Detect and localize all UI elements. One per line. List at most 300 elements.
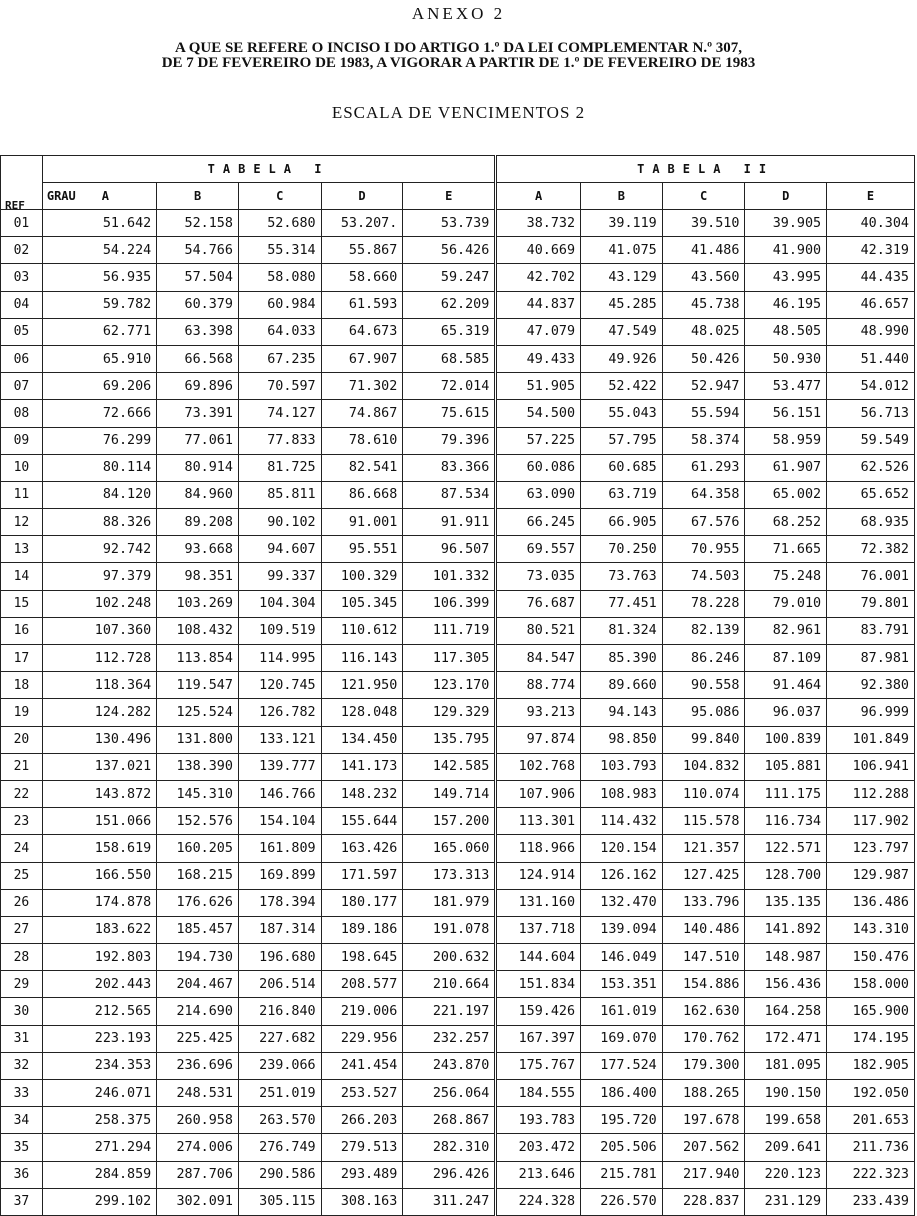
value-cell-t1-b: 80.914 [157,454,239,481]
value-cell-t1-d: 71.302 [321,373,403,400]
value-cell-t2-e: 62.526 [827,454,915,481]
value-cell-t2-b: 146.049 [581,944,663,971]
value-cell-t1-b: 274.006 [157,1134,239,1161]
value-cell-t1-a: 151.066 [42,808,156,835]
value-cell-t2-c: 39.510 [662,210,745,237]
value-cell-t2-d: 71.665 [745,536,827,563]
value-cell-t1-a: 54.224 [42,237,156,264]
value-cell-t2-b: 205.506 [581,1134,663,1161]
ref-cell: 04 [1,291,43,318]
value-cell-t1-b: 204.467 [157,971,239,998]
value-cell-t1-b: 138.390 [157,753,239,780]
value-cell-t2-e: 165.900 [827,998,915,1025]
table-row [1,400,915,427]
value-cell-t2-a: 66.245 [496,509,581,536]
value-cell-t1-a: 158.619 [42,835,156,862]
value-cell-t2-b: 94.143 [581,699,663,726]
value-cell-t1-b: 63.398 [157,318,239,345]
table-column-header-row [1,183,915,210]
value-cell-t2-a: 44.837 [496,291,581,318]
value-cell-t2-e: 101.849 [827,726,915,753]
value-cell-t2-b: 89.660 [581,672,663,699]
value-cell-t2-b: 52.422 [581,373,663,400]
value-cell-t1-d: 53.207. [321,210,403,237]
value-cell-t1-d: 219.006 [321,998,403,1025]
value-cell-t1-b: 176.626 [157,889,239,916]
value-cell-t2-c: 48.025 [662,318,745,345]
value-cell-t2-e: 96.999 [827,699,915,726]
value-cell-t1-d: 279.513 [321,1134,403,1161]
value-cell-t1-b: 225.425 [157,1025,239,1052]
value-cell-t1-b: 52.158 [157,210,239,237]
value-cell-t1-a: 192.803 [42,944,156,971]
value-cell-t2-e: 192.050 [827,1080,915,1107]
ref-cell: 29 [1,971,43,998]
value-cell-t2-b: 70.250 [581,536,663,563]
value-cell-t1-d: 171.597 [321,862,403,889]
value-cell-t1-c: 187.314 [238,916,321,943]
value-cell-t1-d: 293.489 [321,1161,403,1188]
value-cell-t2-a: 167.397 [496,1025,581,1052]
value-cell-t1-e: 56.426 [403,237,496,264]
table-row [1,563,915,590]
salary-scale-table-container [0,155,915,1216]
value-cell-t2-c: 170.762 [662,1025,745,1052]
value-cell-t2-c: 154.886 [662,971,745,998]
column-header-t1-a [42,183,156,210]
value-cell-t2-c: 52.947 [662,373,745,400]
value-cell-t2-a: 57.225 [496,427,581,454]
value-cell-t1-c: 60.984 [238,291,321,318]
value-cell-t1-e: 79.396 [403,427,496,454]
value-cell-t1-d: 58.660 [321,264,403,291]
value-cell-t1-c: 239.066 [238,1052,321,1079]
table-row [1,427,915,454]
value-cell-t2-d: 181.095 [745,1052,827,1079]
value-cell-t1-c: 161.809 [238,835,321,862]
value-cell-t2-d: 164.258 [745,998,827,1025]
value-cell-t1-b: 145.310 [157,780,239,807]
value-cell-t1-d: 189.186 [321,916,403,943]
value-cell-t2-c: 74.503 [662,563,745,590]
value-cell-t1-c: 94.607 [238,536,321,563]
value-cell-t1-a: 56.935 [42,264,156,291]
value-cell-t2-b: 186.400 [581,1080,663,1107]
value-cell-t2-e: 79.801 [827,590,915,617]
value-cell-t2-b: 139.094 [581,916,663,943]
table-row [1,916,915,943]
table-row [1,1080,915,1107]
value-cell-t1-b: 260.958 [157,1107,239,1134]
value-cell-t2-a: 137.718 [496,916,581,943]
value-cell-t2-d: 96.037 [745,699,827,726]
ref-cell: 27 [1,916,43,943]
table-row [1,237,915,264]
value-cell-t2-c: 104.832 [662,753,745,780]
value-cell-t1-e: 72.014 [403,373,496,400]
table-row [1,590,915,617]
value-cell-t1-b: 113.854 [157,645,239,672]
value-cell-t1-b: 108.432 [157,617,239,644]
ref-cell: 23 [1,808,43,835]
value-cell-t1-a: 69.206 [42,373,156,400]
value-cell-t2-d: 231.129 [745,1188,827,1215]
value-cell-t2-d: 53.477 [745,373,827,400]
value-cell-t2-d: 39.905 [745,210,827,237]
value-cell-t1-d: 208.577 [321,971,403,998]
value-cell-t2-e: 42.319 [827,237,915,264]
value-cell-t1-c: 99.337 [238,563,321,590]
value-cell-t1-b: 89.208 [157,509,239,536]
value-cell-t2-b: 195.720 [581,1107,663,1134]
value-cell-t2-a: 88.774 [496,672,581,699]
value-cell-t1-e: 129.329 [403,699,496,726]
value-cell-t1-c: 251.019 [238,1080,321,1107]
value-cell-t1-c: 109.519 [238,617,321,644]
value-cell-t2-c: 70.955 [662,536,745,563]
value-cell-t2-e: 158.000 [827,971,915,998]
value-cell-t2-b: 126.162 [581,862,663,889]
value-cell-t2-d: 68.252 [745,509,827,536]
value-cell-t2-a: 84.547 [496,645,581,672]
value-cell-t2-b: 132.470 [581,889,663,916]
ref-cell: 15 [1,590,43,617]
table-row [1,264,915,291]
value-cell-t2-c: 58.374 [662,427,745,454]
value-cell-t2-d: 82.961 [745,617,827,644]
value-cell-t2-c: 162.630 [662,998,745,1025]
value-cell-t1-e: 311.247 [403,1188,496,1215]
table-row [1,318,915,345]
value-cell-t1-a: 112.728 [42,645,156,672]
value-cell-t1-b: 66.568 [157,345,239,372]
value-cell-t2-b: 161.019 [581,998,663,1025]
value-cell-t1-c: 133.121 [238,726,321,753]
value-cell-t1-a: 118.364 [42,672,156,699]
value-cell-t2-d: 48.505 [745,318,827,345]
value-cell-t2-e: 233.439 [827,1188,915,1215]
value-cell-t2-a: 118.966 [496,835,581,862]
table-row [1,509,915,536]
ref-cell: 17 [1,645,43,672]
value-cell-t1-d: 82.541 [321,454,403,481]
table-row [1,862,915,889]
value-cell-t2-a: 144.604 [496,944,581,971]
value-cell-t1-d: 128.048 [321,699,403,726]
value-cell-t1-b: 57.504 [157,264,239,291]
value-cell-t1-e: 101.332 [403,563,496,590]
value-cell-t1-a: 137.021 [42,753,156,780]
value-cell-t1-e: 191.078 [403,916,496,943]
value-cell-t1-e: 117.305 [403,645,496,672]
column-header-t2-b: B [581,183,663,210]
value-cell-t2-d: 116.734 [745,808,827,835]
value-cell-t2-a: 38.732 [496,210,581,237]
table-row [1,835,915,862]
value-cell-t1-b: 77.061 [157,427,239,454]
value-cell-t2-e: 106.941 [827,753,915,780]
value-cell-t1-d: 64.673 [321,318,403,345]
value-cell-t1-e: 123.170 [403,672,496,699]
value-cell-t2-c: 179.300 [662,1052,745,1079]
value-cell-t1-e: 165.060 [403,835,496,862]
value-cell-t1-d: 78.610 [321,427,403,454]
value-cell-t2-a: 151.834 [496,971,581,998]
value-cell-t2-a: 76.687 [496,590,581,617]
value-cell-t1-d: 155.644 [321,808,403,835]
value-cell-t1-d: 86.668 [321,481,403,508]
ref-cell: 14 [1,563,43,590]
value-cell-t2-c: 207.562 [662,1134,745,1161]
value-cell-t2-c: 45.738 [662,291,745,318]
value-cell-t2-a: 47.079 [496,318,581,345]
value-cell-t1-b: 98.351 [157,563,239,590]
value-cell-t2-e: 143.310 [827,916,915,943]
value-cell-t1-c: 58.080 [238,264,321,291]
value-cell-t1-b: 185.457 [157,916,239,943]
ref-cell: 08 [1,400,43,427]
value-cell-t1-e: 135.795 [403,726,496,753]
value-cell-t1-a: 65.910 [42,345,156,372]
column-letter: A [101,189,109,203]
value-cell-t2-b: 114.432 [581,808,663,835]
value-cell-t2-c: 78.228 [662,590,745,617]
value-cell-t2-b: 81.324 [581,617,663,644]
value-cell-t1-d: 74.867 [321,400,403,427]
value-cell-t2-e: 112.288 [827,780,915,807]
value-cell-t2-e: 83.791 [827,617,915,644]
value-cell-t1-b: 93.668 [157,536,239,563]
value-cell-t1-a: 72.666 [42,400,156,427]
value-cell-t1-e: 59.247 [403,264,496,291]
value-cell-t1-c: 85.811 [238,481,321,508]
value-cell-t2-c: 197.678 [662,1107,745,1134]
value-cell-t2-e: 201.653 [827,1107,915,1134]
value-cell-t2-d: 75.248 [745,563,827,590]
value-cell-t2-a: 113.301 [496,808,581,835]
value-cell-t2-e: 56.713 [827,400,915,427]
table-row [1,944,915,971]
column-header-t2-a: A [496,183,581,210]
value-cell-t2-a: 224.328 [496,1188,581,1215]
value-cell-t1-d: 100.329 [321,563,403,590]
value-cell-t1-c: 74.127 [238,400,321,427]
value-cell-t1-a: 80.114 [42,454,156,481]
value-cell-t1-a: 51.642 [42,210,156,237]
value-cell-t1-c: 196.680 [238,944,321,971]
value-cell-t2-e: 174.195 [827,1025,915,1052]
value-cell-t2-b: 41.075 [581,237,663,264]
value-cell-t2-e: 129.987 [827,862,915,889]
value-cell-t1-b: 69.896 [157,373,239,400]
ref-cell: 10 [1,454,43,481]
ref-cell: 19 [1,699,43,726]
value-cell-t2-b: 215.781 [581,1161,663,1188]
value-cell-t2-b: 120.154 [581,835,663,862]
value-cell-t1-b: 152.576 [157,808,239,835]
value-cell-t1-d: 241.454 [321,1052,403,1079]
table-row [1,998,915,1025]
value-cell-t1-c: 206.514 [238,971,321,998]
value-cell-t2-d: 56.151 [745,400,827,427]
value-cell-t1-a: 97.379 [42,563,156,590]
value-cell-t1-c: 276.749 [238,1134,321,1161]
value-cell-t2-b: 55.043 [581,400,663,427]
value-cell-t2-b: 47.549 [581,318,663,345]
table-row [1,1161,915,1188]
value-cell-t2-c: 140.486 [662,916,745,943]
value-cell-t2-e: 76.001 [827,563,915,590]
ref-cell: 34 [1,1107,43,1134]
value-cell-t1-b: 287.706 [157,1161,239,1188]
table-row [1,699,915,726]
table-row [1,889,915,916]
value-cell-t1-d: 61.593 [321,291,403,318]
value-cell-t2-d: 156.436 [745,971,827,998]
tabela-1-header: TABELA I [42,156,495,183]
value-cell-t2-d: 122.571 [745,835,827,862]
value-cell-t2-b: 43.129 [581,264,663,291]
value-cell-t2-b: 73.763 [581,563,663,590]
value-cell-t1-a: 62.771 [42,318,156,345]
ref-cell: 13 [1,536,43,563]
value-cell-t1-a: 130.496 [42,726,156,753]
value-cell-t1-c: 52.680 [238,210,321,237]
value-cell-t1-d: 308.163 [321,1188,403,1215]
column-header-t2-c: C [662,183,745,210]
value-cell-t1-a: 59.782 [42,291,156,318]
value-cell-t2-c: 86.246 [662,645,745,672]
value-cell-t2-e: 72.382 [827,536,915,563]
scale-title: ESCALA DE VENCIMENTOS 2 [331,103,586,122]
value-cell-t2-b: 103.793 [581,753,663,780]
value-cell-t1-e: 200.632 [403,944,496,971]
value-cell-t1-c: 67.235 [238,345,321,372]
salary-scale-table [0,155,915,1216]
value-cell-t1-a: 76.299 [42,427,156,454]
value-cell-t1-c: 139.777 [238,753,321,780]
value-cell-t1-d: 105.345 [321,590,403,617]
value-cell-t2-e: 92.380 [827,672,915,699]
ref-cell: 21 [1,753,43,780]
value-cell-t1-c: 120.745 [238,672,321,699]
value-cell-t1-d: 198.645 [321,944,403,971]
table-row [1,454,915,481]
value-cell-t2-d: 190.150 [745,1080,827,1107]
value-cell-t2-d: 50.930 [745,345,827,372]
value-cell-t2-e: 54.012 [827,373,915,400]
value-cell-t2-b: 153.351 [581,971,663,998]
value-cell-t1-a: 84.120 [42,481,156,508]
value-cell-t1-d: 121.950 [321,672,403,699]
value-cell-t1-a: 174.878 [42,889,156,916]
value-cell-t1-d: 116.143 [321,645,403,672]
value-cell-t1-d: 67.907 [321,345,403,372]
value-cell-t2-e: 59.549 [827,427,915,454]
value-cell-t1-e: 62.209 [403,291,496,318]
value-cell-t1-e: 87.534 [403,481,496,508]
value-cell-t1-d: 141.173 [321,753,403,780]
value-cell-t1-e: 282.310 [403,1134,496,1161]
value-cell-t1-a: 143.872 [42,780,156,807]
value-cell-t2-a: 97.874 [496,726,581,753]
grau-label: GRAU [46,189,76,203]
value-cell-t1-e: 83.366 [403,454,496,481]
value-cell-t1-c: 55.314 [238,237,321,264]
value-cell-t2-c: 95.086 [662,699,745,726]
table-row [1,780,915,807]
value-cell-t2-b: 226.570 [581,1188,663,1215]
ref-cell: 07 [1,373,43,400]
value-cell-t2-c: 41.486 [662,237,745,264]
table-row [1,536,915,563]
value-cell-t2-a: 159.426 [496,998,581,1025]
value-cell-t1-a: 166.550 [42,862,156,889]
value-cell-t2-e: 51.440 [827,345,915,372]
value-cell-t1-c: 216.840 [238,998,321,1025]
value-cell-t2-b: 108.983 [581,780,663,807]
value-cell-t1-a: 183.622 [42,916,156,943]
value-cell-t2-d: 41.900 [745,237,827,264]
ref-cell: 25 [1,862,43,889]
value-cell-t1-c: 305.115 [238,1188,321,1215]
value-cell-t1-e: 65.319 [403,318,496,345]
ref-cell: 33 [1,1080,43,1107]
value-cell-t2-d: 111.175 [745,780,827,807]
ref-cell: 28 [1,944,43,971]
value-cell-t1-e: 268.867 [403,1107,496,1134]
ref-cell: 35 [1,1134,43,1161]
value-cell-t2-a: 203.472 [496,1134,581,1161]
value-cell-t1-b: 84.960 [157,481,239,508]
value-cell-t1-d: 91.001 [321,509,403,536]
value-cell-t2-b: 49.926 [581,345,663,372]
table-row [1,481,915,508]
value-cell-t1-a: 202.443 [42,971,156,998]
value-cell-t1-a: 271.294 [42,1134,156,1161]
value-cell-t2-c: 67.576 [662,509,745,536]
value-cell-t1-e: 181.979 [403,889,496,916]
ref-cell: 32 [1,1052,43,1079]
table-row [1,1025,915,1052]
value-cell-t1-b: 73.391 [157,400,239,427]
table-row [1,808,915,835]
value-cell-t1-c: 263.570 [238,1107,321,1134]
value-cell-t1-e: 142.585 [403,753,496,780]
table-row [1,971,915,998]
value-cell-t1-b: 236.696 [157,1052,239,1079]
value-cell-t1-b: 160.205 [157,835,239,862]
value-cell-t1-c: 178.394 [238,889,321,916]
value-cell-t1-c: 70.597 [238,373,321,400]
value-cell-t1-a: 107.360 [42,617,156,644]
value-cell-t2-c: 217.940 [662,1161,745,1188]
value-cell-t2-b: 98.850 [581,726,663,753]
value-cell-t1-e: 91.911 [403,509,496,536]
value-cell-t2-e: 65.652 [827,481,915,508]
value-cell-t2-d: 43.995 [745,264,827,291]
value-cell-t2-d: 91.464 [745,672,827,699]
value-cell-t1-c: 64.033 [238,318,321,345]
ref-header [1,156,43,210]
value-cell-t1-d: 163.426 [321,835,403,862]
value-cell-t1-b: 60.379 [157,291,239,318]
ref-label: REF [5,199,25,210]
value-cell-t2-a: 193.783 [496,1107,581,1134]
value-cell-t1-e: 75.615 [403,400,496,427]
value-cell-t2-d: 61.907 [745,454,827,481]
value-cell-t1-b: 302.091 [157,1188,239,1215]
